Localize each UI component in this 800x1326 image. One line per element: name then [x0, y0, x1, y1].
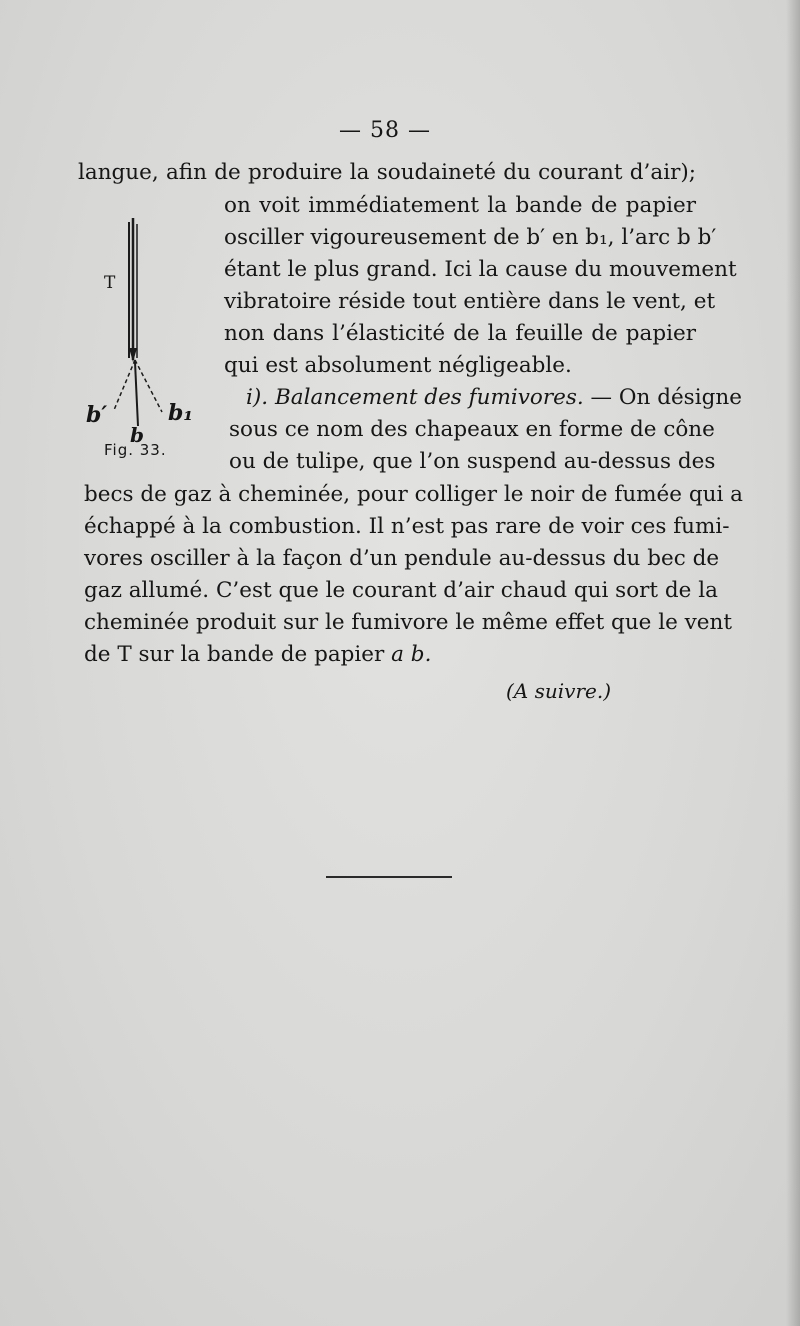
strip-right	[135, 360, 162, 412]
figure-caption: Fig. 33.	[104, 441, 167, 459]
text-line: vores osciller à la façon d’un pendule au-dessus du bec de	[84, 546, 720, 571]
text-line: qui est absolument négligeable.	[224, 353, 572, 378]
text-line: vibratoire réside tout entière dans le vent, et	[224, 289, 716, 314]
variable-ab: a b.	[391, 642, 432, 667]
figure-33-diagram	[80, 210, 220, 460]
text-line: becs de gaz à cheminée, pour colliger le noir de fumée qui a	[84, 482, 743, 507]
section-intro: — On désigne	[590, 385, 742, 410]
arrow-head	[129, 348, 137, 362]
text-line: non dans l’élasticité de la feuille de papier	[224, 321, 696, 346]
text-line: ou de tulipe, que l’on suspend au-dessus des	[229, 449, 716, 474]
text-line	[84, 644, 696, 666]
label-b-prime: b′	[86, 402, 108, 428]
strip-left	[114, 360, 135, 410]
text-line: langue, afin de produire la soudaineté du courant d’air);	[78, 160, 696, 185]
text-line: on voit immédiatement la bande de papier	[224, 193, 696, 218]
section-heading-line	[246, 385, 742, 410]
text-line: étant le plus grand. Ici la cause du mouvement	[224, 257, 737, 282]
section-title: Balancement des fumivores.	[274, 385, 584, 410]
text-fragment: de T sur la bande de papier	[84, 642, 385, 667]
strip-center	[135, 362, 138, 426]
text-line: gaz allumé. C’est que le courant d’air chaud qui sort de la	[84, 578, 718, 603]
label-T: T	[104, 273, 116, 293]
page-edge-shadow	[786, 0, 800, 1326]
text-line: osciller vigoureusement de b′ en b₁, l’arc b b′	[224, 225, 717, 250]
continued-note: (A suivre.)	[506, 679, 611, 703]
label-b1: b₁	[168, 400, 194, 426]
text-line: sous ce nom des chapeaux en forme de cône	[229, 417, 715, 442]
page-number: — 58 —	[339, 118, 431, 143]
section-number: i).	[246, 385, 269, 410]
text-line: échappé à la combustion. Il n’est pas rare de voir ces fumi-	[84, 514, 730, 539]
label-b: b	[130, 423, 144, 447]
text-line: cheminée produit sur le fumivore le même effet que le vent	[84, 610, 733, 635]
end-rule	[326, 876, 452, 878]
